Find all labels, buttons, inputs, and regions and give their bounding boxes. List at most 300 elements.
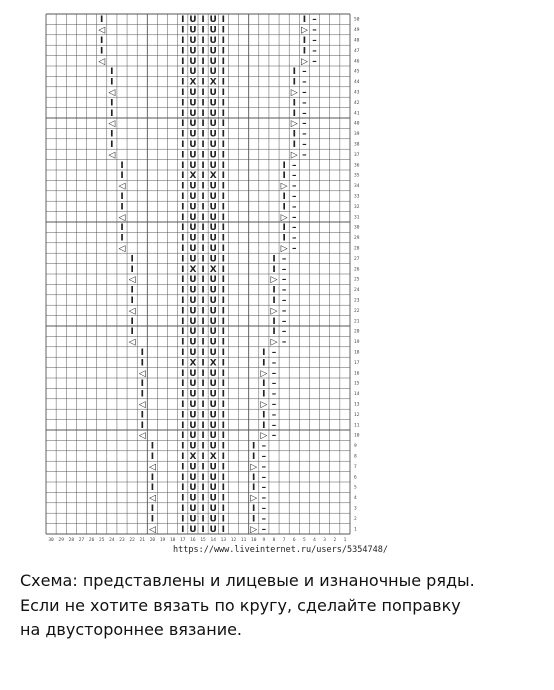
knit-symbol: I xyxy=(201,15,205,26)
yarn-over-symbol: U xyxy=(209,46,217,57)
purl-symbol: – xyxy=(302,150,307,161)
purl-symbol: – xyxy=(261,493,267,504)
column-number: 19 xyxy=(159,538,166,543)
knit-symbol: I xyxy=(221,140,226,150)
knit-symbol: I xyxy=(181,192,185,202)
yarn-over-symbol: U xyxy=(209,431,217,442)
row-number: 16 xyxy=(354,371,360,377)
purl-symbol: – xyxy=(302,108,307,119)
knit-symbol: I xyxy=(221,285,226,296)
knit-symbol: I xyxy=(252,504,256,514)
knit-symbol: I xyxy=(181,379,185,390)
knit-symbol: I xyxy=(221,368,226,379)
knit-symbol: I xyxy=(181,244,185,254)
knit-symbol: I xyxy=(150,504,155,514)
yarn-over-symbol: U xyxy=(189,337,197,348)
row-number: 4 xyxy=(354,496,357,502)
knit-symbol: I xyxy=(282,223,286,234)
purl-symbol: – xyxy=(292,223,297,234)
row-number: 40 xyxy=(354,121,360,127)
knit-symbol: I xyxy=(221,327,226,338)
caption xyxy=(20,569,550,643)
row-number: 12 xyxy=(354,412,360,418)
row-number: 3 xyxy=(354,506,357,512)
cross-symbol: X xyxy=(209,77,217,88)
knit-symbol: I xyxy=(181,493,185,504)
yarn-over-symbol: U xyxy=(209,25,217,36)
column-number: 25 xyxy=(99,538,105,543)
knit-symbol: I xyxy=(201,400,205,410)
knit-symbol: I xyxy=(201,420,205,431)
row-number: 38 xyxy=(354,142,360,148)
row-number: 7 xyxy=(354,464,357,470)
knit-symbol: I xyxy=(201,327,205,338)
yarn-over-symbol: U xyxy=(209,285,217,296)
knit-symbol: I xyxy=(221,129,226,140)
left-decrease-symbol: ◁ xyxy=(138,431,146,442)
yarn-over-symbol: U xyxy=(189,524,197,535)
knit-symbol: I xyxy=(201,368,205,379)
knit-symbol: I xyxy=(221,275,226,286)
knit-symbol: I xyxy=(181,285,185,296)
right-decrease-symbol: ▷ xyxy=(270,275,278,286)
knit-symbol: I xyxy=(201,140,205,150)
left-decrease-symbol: ◁ xyxy=(128,337,136,348)
yarn-over-symbol: U xyxy=(209,514,217,525)
knit-symbol: I xyxy=(181,358,185,369)
purl-symbol: – xyxy=(302,129,307,140)
row-number: 14 xyxy=(354,392,360,398)
yarn-over-symbol: U xyxy=(209,337,217,348)
yarn-over-symbol: U xyxy=(209,119,217,130)
purl-symbol: – xyxy=(302,77,307,88)
knit-symbol: I xyxy=(201,192,205,202)
row-number: 17 xyxy=(354,360,360,366)
left-decrease-symbol: ◁ xyxy=(148,462,156,473)
knit-symbol: I xyxy=(221,410,226,421)
row-number: 45 xyxy=(354,69,360,75)
knit-symbol: I xyxy=(140,379,144,390)
knit-symbol: I xyxy=(292,140,296,150)
yarn-over-symbol: U xyxy=(209,254,217,265)
row-number: 50 xyxy=(354,17,360,23)
yarn-over-symbol: U xyxy=(209,316,217,327)
knit-symbol: I xyxy=(292,98,296,109)
yarn-over-symbol: U xyxy=(189,67,197,78)
knit-symbol: I xyxy=(252,441,256,452)
yarn-over-symbol: U xyxy=(209,275,217,286)
right-decrease-symbol: ▷ xyxy=(250,462,258,473)
knit-symbol: I xyxy=(201,223,205,234)
yarn-over-symbol: U xyxy=(209,420,217,431)
yarn-over-symbol: U xyxy=(189,181,197,192)
yarn-over-symbol: U xyxy=(189,46,197,57)
knit-symbol: I xyxy=(201,77,205,88)
yarn-over-symbol: U xyxy=(209,400,217,410)
left-decrease-symbol: ◁ xyxy=(148,524,156,535)
yarn-over-symbol: U xyxy=(189,441,197,452)
yarn-over-symbol: U xyxy=(209,15,217,26)
knit-symbol: I xyxy=(221,15,226,26)
yarn-over-symbol: U xyxy=(189,192,197,202)
knit-symbol: I xyxy=(221,514,226,525)
row-number: 43 xyxy=(354,90,360,96)
yarn-over-symbol: U xyxy=(189,493,197,504)
row-number: 9 xyxy=(354,444,357,450)
left-decrease-symbol: ◁ xyxy=(138,400,146,410)
row-number: 39 xyxy=(354,132,360,138)
knit-symbol: I xyxy=(201,358,205,369)
yarn-over-symbol: U xyxy=(209,410,217,421)
right-decrease-symbol: ▷ xyxy=(290,88,298,98)
knit-symbol: I xyxy=(221,150,226,161)
knit-symbol: I xyxy=(201,316,205,327)
column-number: 4 xyxy=(313,538,316,543)
purl-symbol: – xyxy=(271,431,277,442)
knit-symbol: I xyxy=(221,431,226,442)
purl-symbol: – xyxy=(302,140,307,150)
knit-symbol: I xyxy=(181,306,185,317)
knit-symbol: I xyxy=(181,25,185,36)
knit-symbol: I xyxy=(140,389,144,400)
knit-symbol: I xyxy=(110,98,114,109)
row-number: 11 xyxy=(354,423,360,429)
knit-symbol: I xyxy=(201,275,205,286)
knit-symbol: I xyxy=(221,420,226,431)
knit-symbol: I xyxy=(201,524,205,535)
caption-line-2: Если не хотите вязать по кругу, сделайте поправку xyxy=(20,595,461,615)
knit-symbol: I xyxy=(201,98,205,109)
column-number: 30 xyxy=(48,538,54,543)
yarn-over-symbol: U xyxy=(189,98,197,109)
knit-symbol: I xyxy=(181,212,185,223)
yarn-over-symbol: U xyxy=(189,56,197,67)
column-number: 11 xyxy=(240,538,247,543)
yarn-over-symbol: U xyxy=(189,212,197,223)
knit-symbol: I xyxy=(252,483,256,494)
purl-symbol: – xyxy=(292,212,297,223)
knit-symbol: I xyxy=(181,15,185,26)
yarn-over-symbol: U xyxy=(209,129,217,140)
knit-symbol: I xyxy=(262,410,266,421)
knit-symbol: I xyxy=(150,483,155,494)
knit-symbol: I xyxy=(181,202,185,213)
purl-symbol: – xyxy=(281,254,287,265)
yarn-over-symbol: U xyxy=(189,348,197,358)
purl-symbol: – xyxy=(292,244,297,254)
knit-symbol: I xyxy=(181,400,185,410)
row-number: 5 xyxy=(354,485,357,491)
yarn-over-symbol: U xyxy=(189,129,197,140)
left-decrease-symbol: ◁ xyxy=(108,150,116,161)
yarn-over-symbol: U xyxy=(189,327,197,338)
column-number: 22 xyxy=(129,538,135,543)
knit-symbol: I xyxy=(181,77,185,88)
yarn-over-symbol: U xyxy=(209,181,217,192)
knit-symbol: I xyxy=(181,316,185,327)
knit-symbol: I xyxy=(110,108,114,119)
knit-symbol: I xyxy=(201,108,205,119)
column-number: 13 xyxy=(220,538,227,543)
column-number: 9 xyxy=(262,538,266,543)
knit-symbol: I xyxy=(221,119,226,130)
yarn-over-symbol: U xyxy=(189,431,197,442)
yarn-over-symbol: U xyxy=(189,296,197,306)
purl-symbol: – xyxy=(302,119,307,130)
column-number: 15 xyxy=(200,538,206,543)
knit-symbol: I xyxy=(302,36,307,46)
knit-symbol: I xyxy=(140,410,144,421)
row-number: 44 xyxy=(354,80,360,86)
row-number: 49 xyxy=(354,28,360,34)
knit-symbol: I xyxy=(221,171,226,182)
yarn-over-symbol: U xyxy=(189,108,197,119)
knit-symbol: I xyxy=(181,88,185,98)
knit-symbol: I xyxy=(100,36,104,46)
knit-symbol: I xyxy=(201,119,205,130)
knit-symbol: I xyxy=(201,233,205,244)
left-decrease-symbol: ◁ xyxy=(148,493,156,504)
knit-symbol: I xyxy=(302,46,307,57)
cross-symbol: X xyxy=(189,77,197,88)
row-number: 22 xyxy=(354,308,360,314)
row-number: 10 xyxy=(354,433,360,439)
knit-symbol: I xyxy=(201,160,205,171)
row-number: 15 xyxy=(354,381,360,387)
knit-symbol: I xyxy=(221,223,226,234)
knit-symbol: I xyxy=(181,254,185,265)
purl-symbol: – xyxy=(312,56,317,67)
yarn-over-symbol: U xyxy=(189,472,197,483)
knit-symbol: I xyxy=(252,452,256,462)
row-number: 13 xyxy=(354,402,360,408)
knit-symbol: I xyxy=(221,524,226,535)
row-number: 19 xyxy=(354,340,360,346)
row-number: 6 xyxy=(354,475,357,481)
knit-symbol: I xyxy=(181,140,185,150)
knit-symbol: I xyxy=(272,296,276,306)
row-number: 37 xyxy=(354,152,360,158)
right-decrease-symbol: ▷ xyxy=(260,368,268,379)
column-number: 6 xyxy=(292,538,296,543)
knit-symbol: I xyxy=(120,160,124,171)
knit-symbol: I xyxy=(181,233,185,244)
purl-symbol: – xyxy=(271,389,277,400)
right-decrease-symbol: ▷ xyxy=(250,493,258,504)
knit-symbol: I xyxy=(221,400,226,410)
knit-symbol: I xyxy=(181,129,185,140)
yarn-over-symbol: U xyxy=(189,514,197,525)
row-number: 34 xyxy=(354,184,360,190)
knit-symbol: I xyxy=(181,348,185,358)
purl-symbol: – xyxy=(281,316,287,327)
knit-symbol: I xyxy=(201,493,205,504)
yarn-over-symbol: U xyxy=(209,160,217,171)
purl-symbol: – xyxy=(281,327,287,338)
purl-symbol: – xyxy=(261,483,267,494)
purl-symbol: – xyxy=(292,160,297,171)
right-decrease-symbol: ▷ xyxy=(270,306,278,317)
column-number: 26 xyxy=(88,538,95,543)
yarn-over-symbol: U xyxy=(189,504,197,514)
knit-symbol: I xyxy=(130,327,134,338)
knit-symbol: I xyxy=(201,285,205,296)
knit-symbol: I xyxy=(181,46,185,57)
column-number: 17 xyxy=(180,538,186,543)
caption-line-1: Схема: представлены и лицевые и изнаночные ряды. xyxy=(20,571,475,590)
left-decrease-symbol: ◁ xyxy=(128,275,136,286)
knit-symbol: I xyxy=(181,223,185,234)
column-number: 1 xyxy=(343,538,347,543)
knit-symbol: I xyxy=(272,285,276,296)
purl-symbol: – xyxy=(292,233,297,244)
knit-symbol: I xyxy=(201,410,205,421)
yarn-over-symbol: U xyxy=(209,140,217,150)
yarn-over-symbol: U xyxy=(189,36,197,46)
source-url[interactable]: https://www.liveinternet.ru/users/5354748/ xyxy=(173,545,388,555)
yarn-over-symbol: U xyxy=(189,410,197,421)
row-number: 8 xyxy=(354,454,357,460)
knit-symbol: I xyxy=(201,514,205,525)
row-number: 35 xyxy=(354,173,360,179)
knit-symbol: I xyxy=(201,337,205,348)
yarn-over-symbol: U xyxy=(189,140,197,150)
knit-symbol: I xyxy=(201,181,205,192)
row-number: 23 xyxy=(354,298,360,304)
knit-symbol: I xyxy=(201,306,205,317)
knit-symbol: I xyxy=(221,296,226,306)
knit-symbol: I xyxy=(181,462,185,473)
knit-symbol: I xyxy=(181,264,185,275)
left-decrease-symbol: ◁ xyxy=(98,25,106,36)
purl-symbol: – xyxy=(302,98,307,109)
knit-symbol: I xyxy=(140,358,144,369)
purl-symbol: – xyxy=(271,400,277,410)
knit-symbol: I xyxy=(221,472,226,483)
purl-symbol: – xyxy=(281,306,287,317)
yarn-over-symbol: U xyxy=(209,223,217,234)
column-number: 2 xyxy=(333,538,337,543)
knit-symbol: I xyxy=(252,472,256,483)
column-number: 24 xyxy=(109,538,115,543)
knit-symbol: I xyxy=(201,264,205,275)
left-decrease-symbol: ◁ xyxy=(118,212,126,223)
purl-symbol: – xyxy=(271,358,277,369)
knit-symbol: I xyxy=(130,296,134,306)
knit-symbol: I xyxy=(221,202,226,213)
yarn-over-symbol: U xyxy=(189,223,197,234)
knit-symbol: I xyxy=(181,514,185,525)
column-number: 20 xyxy=(149,538,156,543)
column-number: 14 xyxy=(210,538,216,543)
knit-symbol: I xyxy=(181,431,185,442)
knit-symbol: I xyxy=(201,472,205,483)
purl-symbol: – xyxy=(261,441,267,452)
row-number: 28 xyxy=(354,246,360,252)
yarn-over-symbol: U xyxy=(209,379,217,390)
knit-symbol: I xyxy=(181,337,185,348)
knit-symbol: I xyxy=(282,160,286,171)
yarn-over-symbol: U xyxy=(189,254,197,265)
knit-symbol: I xyxy=(221,389,226,400)
right-decrease-symbol: ▷ xyxy=(250,524,258,535)
yarn-over-symbol: U xyxy=(209,233,217,244)
knit-symbol: I xyxy=(221,254,226,265)
knit-symbol: I xyxy=(221,483,226,494)
left-decrease-symbol: ◁ xyxy=(98,56,106,67)
row-number: 32 xyxy=(354,204,360,210)
purl-symbol: – xyxy=(292,192,297,202)
purl-symbol: – xyxy=(281,285,287,296)
knit-symbol: I xyxy=(221,462,226,473)
yarn-over-symbol: U xyxy=(209,88,217,98)
knit-symbol: I xyxy=(201,25,205,36)
column-number: 10 xyxy=(251,538,257,543)
knit-symbol: I xyxy=(221,108,226,119)
knit-symbol: I xyxy=(201,389,205,400)
row-number: 29 xyxy=(354,236,360,242)
knit-symbol: I xyxy=(150,441,155,452)
knit-symbol: I xyxy=(221,348,226,358)
row-number: 27 xyxy=(354,256,360,262)
yarn-over-symbol: U xyxy=(209,441,217,452)
right-decrease-symbol: ▷ xyxy=(260,400,268,410)
column-number: 18 xyxy=(169,538,176,543)
yarn-over-symbol: U xyxy=(189,25,197,36)
yarn-over-symbol: U xyxy=(189,368,197,379)
knit-symbol: I xyxy=(292,77,296,88)
yarn-over-symbol: U xyxy=(209,244,217,254)
knit-symbol: I xyxy=(272,264,276,275)
purl-symbol: – xyxy=(312,46,317,57)
yarn-over-symbol: U xyxy=(189,420,197,431)
knit-symbol: I xyxy=(130,316,134,327)
purl-symbol: – xyxy=(261,504,267,514)
knit-symbol: I xyxy=(221,244,226,254)
right-decrease-symbol: ▷ xyxy=(260,431,268,442)
knit-symbol: I xyxy=(221,233,226,244)
knit-symbol: I xyxy=(120,192,124,202)
knit-symbol: I xyxy=(272,316,276,327)
knit-symbol: I xyxy=(181,368,185,379)
knit-symbol: I xyxy=(221,504,226,514)
yarn-over-symbol: U xyxy=(209,493,217,504)
right-decrease-symbol: ▷ xyxy=(300,56,308,67)
knit-symbol: I xyxy=(262,379,266,390)
right-decrease-symbol: ▷ xyxy=(290,150,298,161)
knit-symbol: I xyxy=(201,254,205,265)
knit-symbol: I xyxy=(181,472,185,483)
yarn-over-symbol: U xyxy=(209,368,217,379)
knit-symbol: I xyxy=(201,462,205,473)
yarn-over-symbol: U xyxy=(189,233,197,244)
knit-symbol: I xyxy=(201,379,205,390)
row-number: 36 xyxy=(354,163,360,169)
cross-symbol: X xyxy=(189,358,197,369)
column-number: 23 xyxy=(119,538,125,543)
yarn-over-symbol: U xyxy=(209,327,217,338)
row-number: 25 xyxy=(354,277,360,283)
yarn-over-symbol: U xyxy=(189,316,197,327)
knit-symbol: I xyxy=(201,129,205,140)
yarn-over-symbol: U xyxy=(189,400,197,410)
left-decrease-symbol: ◁ xyxy=(108,88,116,98)
knit-symbol: I xyxy=(120,223,124,234)
knit-symbol: I xyxy=(201,171,205,182)
yarn-over-symbol: U xyxy=(189,379,197,390)
knit-symbol: I xyxy=(201,504,205,514)
column-number: 28 xyxy=(68,538,75,543)
